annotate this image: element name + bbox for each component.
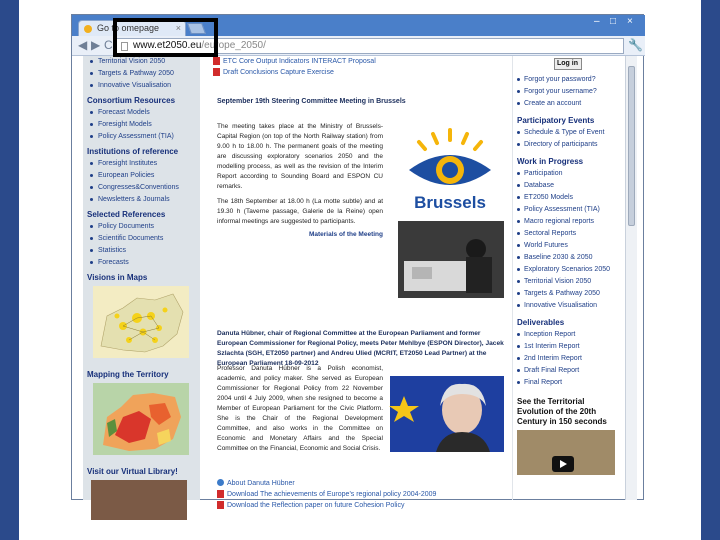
work-item[interactable]: Exploratory Scenarios 2050 xyxy=(513,264,622,276)
link-text: About Danuta Hübner xyxy=(227,480,295,487)
forgot-password-link[interactable]: Forgot your password? xyxy=(513,74,622,86)
scrollbar-thumb[interactable] xyxy=(628,66,635,226)
brussels-logo xyxy=(395,124,505,214)
work-item[interactable]: Database xyxy=(513,180,622,192)
sidebar-item-policy-documents[interactable]: Policy Documents xyxy=(87,221,200,233)
visions-map-image[interactable] xyxy=(93,286,189,358)
right-sidebar xyxy=(512,56,622,500)
work-item[interactable]: Sectoral Reports xyxy=(513,228,622,240)
sidebar-item-foresight-models[interactable]: Foresight Models xyxy=(87,119,200,131)
sidebar-item-foresight-institutes[interactable]: Foresight Institutes xyxy=(87,158,200,170)
globe-icon xyxy=(217,479,224,486)
work-item[interactable]: Baseline 2030 & 2050 xyxy=(513,252,622,264)
slide-right-edge xyxy=(701,0,720,540)
work-item[interactable]: Innovative Visualisation xyxy=(513,300,622,312)
sidebar-item-territorial-vision[interactable]: Territorial Vision 2050 xyxy=(87,56,200,68)
minimize-icon[interactable]: – xyxy=(594,16,600,27)
work-item[interactable]: Targets & Pathway 2050 xyxy=(513,288,622,300)
work-list xyxy=(513,168,622,312)
meeting-photo xyxy=(398,221,504,298)
sidebar-heading-consortium: Consortium Resources xyxy=(87,96,176,105)
brussels-logo-text: Brussels xyxy=(414,193,486,212)
tab-title: Go to omepage xyxy=(97,23,160,33)
sidebar-item-newsletters[interactable]: Newsletters & Journals xyxy=(87,194,200,206)
link-text: ETC Core Output Indicators INTERACT Proposal xyxy=(223,58,376,65)
sidebar-item-forecast-models[interactable]: Forecast Models xyxy=(87,107,200,119)
sidebar-top-list xyxy=(83,56,200,92)
create-account-link[interactable]: Create an account xyxy=(513,98,622,110)
slide-left-edge xyxy=(0,0,19,540)
work-item[interactable]: Territorial Vision 2050 xyxy=(513,276,622,288)
news-meeting-paragraph-1: The meeting takes place at the Ministry of Brussels-Capital Region (on top of the North Railway station) from 9.00 h to 18.00 h. The permanent goals of the meeting are discussing exploratory scenarios 2050 and the modelling process, as well as the revision of the Interim Report according to Sounding Board and ESPON CU remarks. xyxy=(217,123,383,190)
materials-link[interactable]: Materials of the Meeting xyxy=(308,231,383,238)
login-button[interactable]: Log in xyxy=(554,58,582,70)
sidebar-item-innovative-visualisation[interactable]: Innovative Visualisation xyxy=(87,80,200,92)
work-item[interactable]: ET2050 Models xyxy=(513,192,622,204)
maximize-icon[interactable]: □ xyxy=(610,16,617,27)
pdf-icon xyxy=(213,68,220,76)
sidebar-heading-visions-maps: Visions in Maps xyxy=(87,273,148,282)
pdf-icon xyxy=(217,490,224,498)
news-hubner-body: Professor Danuta Hübner is a Polish economist, academic, and policy maker. She served as European Commissioner for Regional Policy from 22 November 2004 until 4 July 2009, when she resigned to become a Member of European Parliament for the Civic Platform. She is the Chair of the Regional Development Committee, and also works in the Committee on Economic and Monetary Affairs and the Special Committee on the Financial, Economic and Social Crisis. xyxy=(217,365,383,452)
left-sidebar xyxy=(83,56,200,500)
favicon-icon xyxy=(84,25,92,33)
forgot-username-link[interactable]: Forgot your username? xyxy=(513,86,622,98)
tab-close-icon[interactable]: × xyxy=(175,23,181,33)
wrench-menu-icon[interactable]: 🔧 xyxy=(628,38,643,52)
link-draft-conclusions[interactable] xyxy=(213,67,376,78)
deliverable-item[interactable]: 1st Interim Report xyxy=(513,341,622,353)
browser-window xyxy=(71,14,644,509)
url-host: www.et2050.eu xyxy=(133,40,202,51)
news-meeting-paragraph-2: The 18th September at 18.00 h (La motte subtle) and at 19.30 h (Taverne passage, Galerie de la Reine) open informal meetings are suggested to participants. xyxy=(217,198,383,225)
territory-map-image[interactable] xyxy=(93,383,189,455)
deliverable-item[interactable]: Draft Final Report xyxy=(513,365,622,377)
sidebar-heading-library: Visit our Virtual Library! xyxy=(87,467,178,476)
pdf-icon xyxy=(217,501,224,509)
sidebar-item-european-policies[interactable]: European Policies xyxy=(87,170,200,182)
sidebar-item-forecasts[interactable]: Forecasts xyxy=(87,257,200,269)
deliverable-item[interactable]: 2nd Interim Report xyxy=(513,353,622,365)
link-about-hubner[interactable] xyxy=(217,478,436,489)
main-content xyxy=(213,56,508,509)
heading-work-in-progress: Work in Progress xyxy=(517,157,584,166)
news-title-hubner: Danuta Hübner, chair of Regional Committee at the European Parliament and former European Commissioner for Regional Policy, meets Peter Mehlbye (ESPON Director), Jacek Szlachta (SGH, ET2050 partner) and Andreu Ulied (MCRIT, ET2050 Lead Partner) at the European Parliament 18-09-2012 xyxy=(217,330,504,367)
work-item[interactable]: Policy Assessment (TIA) xyxy=(513,204,622,216)
deliverables-list xyxy=(513,329,622,389)
sidebar-heading-institutions: Institutions of reference xyxy=(87,147,179,156)
back-icon[interactable]: ◀ xyxy=(78,38,88,52)
heading-deliverables: Deliverables xyxy=(517,318,565,327)
pdf-icon xyxy=(213,57,220,65)
virtual-library-image[interactable] xyxy=(91,480,187,520)
link-etc-core-output[interactable] xyxy=(213,56,376,67)
participatory-item[interactable]: Schedule & Type of Event xyxy=(513,127,622,139)
participatory-list xyxy=(513,127,622,151)
sidebar-item-policy-assessment[interactable]: Policy Assessment (TIA) xyxy=(87,131,200,143)
url-highlight-box xyxy=(113,18,218,57)
top-links xyxy=(213,56,376,78)
link-reflection-pdf[interactable] xyxy=(217,500,436,511)
sidebar-institutions-list xyxy=(83,158,200,206)
sidebar-consortium-list xyxy=(83,107,200,143)
sidebar-heading-references: Selected References xyxy=(87,210,166,219)
video-thumbnail[interactable] xyxy=(517,430,615,475)
news-title-meeting: September 19th Steering Committee Meeting in Brussels xyxy=(217,98,406,105)
reload-icon[interactable]: C xyxy=(104,38,113,52)
deliverable-item[interactable]: Inception Report xyxy=(513,329,622,341)
sidebar-item-scientific-documents[interactable]: Scientific Documents xyxy=(87,233,200,245)
page-scrollbar[interactable] xyxy=(625,56,637,500)
sidebar-heading-mapping: Mapping the Territory xyxy=(87,370,169,379)
news-meeting-body xyxy=(217,122,383,238)
work-item[interactable]: Macro regional reports xyxy=(513,216,622,228)
window-close-icon[interactable]: × xyxy=(627,16,633,27)
work-item[interactable]: World Futures xyxy=(513,240,622,252)
sidebar-item-targets-pathway[interactable]: Targets & Pathway 2050 xyxy=(87,68,200,80)
link-text: Draft Conclusions Capture Exercise xyxy=(223,69,334,76)
sidebar-item-statistics[interactable]: Statistics xyxy=(87,245,200,257)
sidebar-references-list xyxy=(83,221,200,269)
deliverable-item[interactable]: Final Report xyxy=(513,377,622,389)
link-text: Download the Reflection paper on future Cohesion Policy xyxy=(227,502,405,509)
account-links xyxy=(513,74,622,110)
video-title: See the Territorial Evolution of the 20th Century in 150 seconds xyxy=(517,397,607,426)
link-achievements-pdf[interactable] xyxy=(217,489,436,500)
participatory-item[interactable]: Directory of participants xyxy=(513,139,622,151)
work-item[interactable]: Participation xyxy=(513,168,622,180)
link-text: Download The achievements of Europe's regional policy 2004-2009 xyxy=(227,491,437,498)
heading-participatory-events: Participatory Events xyxy=(517,116,595,125)
hubner-photo xyxy=(390,376,504,452)
bottom-links xyxy=(217,478,436,511)
play-icon[interactable] xyxy=(552,456,574,472)
forward-icon[interactable]: ▶ xyxy=(91,38,101,52)
sidebar-item-congresses[interactable]: Congresses&Conventions xyxy=(87,182,200,194)
url-path: /europe_2050/ xyxy=(201,40,266,51)
